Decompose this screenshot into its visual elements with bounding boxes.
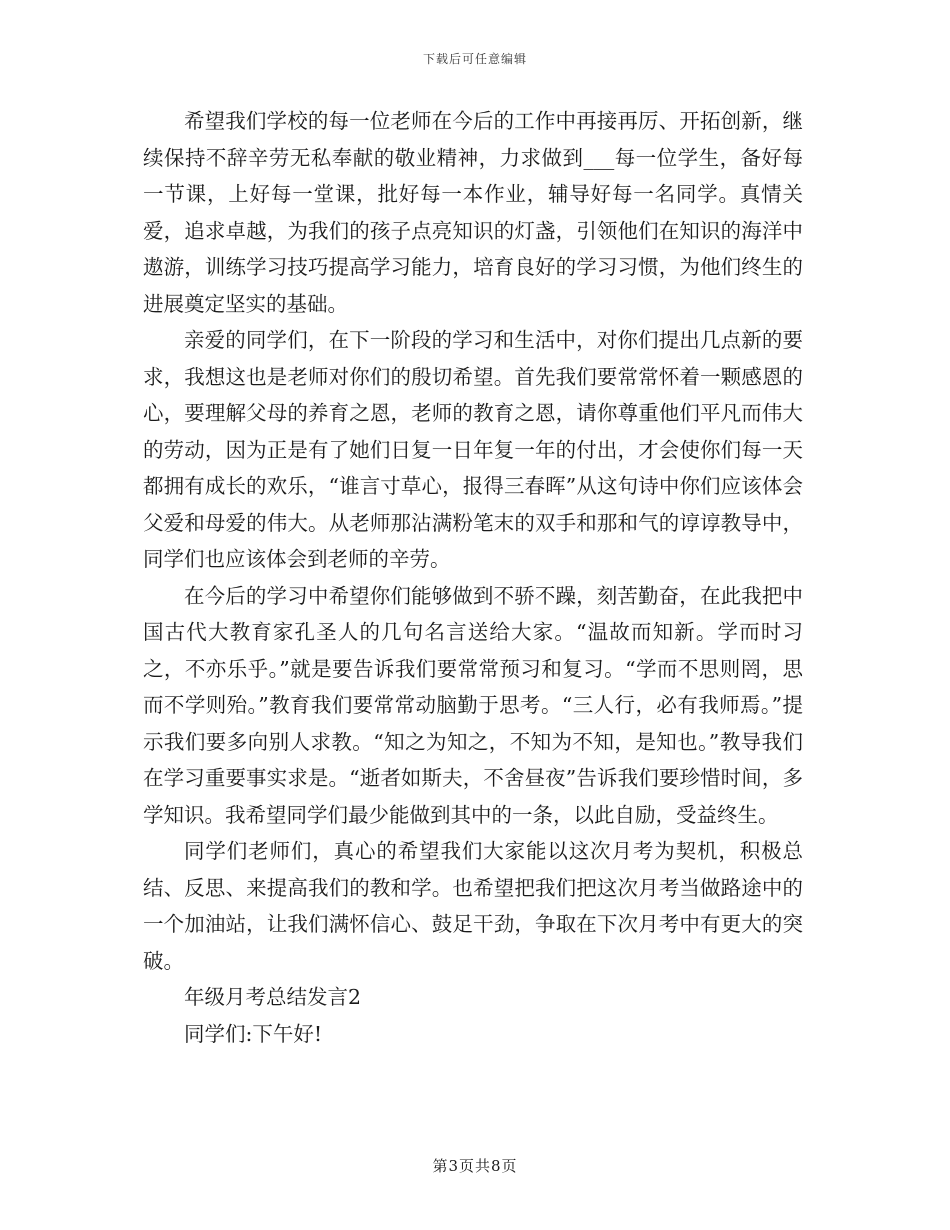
body-paragraph: 同学们老师们，真心的希望我们大家能以这次月考为契机，积极总结、反思、来提高我们的教和学。也希望把我们把这次月考当做路途中的一个加油站，让我们满怀信心、鼓足干劲，争取在下次月考中有更大的突破。 bbox=[143, 839, 803, 973]
greeting-line: 同学们:下午好! bbox=[184, 1021, 323, 1046]
document-body bbox=[143, 103, 803, 1052]
body-paragraph: 希望我们学校的每一位老师在今后的工作中再接再厉、开拓创新，继续保持不辞辛劳无私奉献的敬业精神，力求做到___每一位学生，备好每一节课，上好每一堂课，批好每一本作业，辅导好每一名同学。真情关爱，追求卓越，为我们的孩子点亮知识的灯盏，引领他们在知识的海洋中遨游，训练学习技巧提高学习能力，培育良好的学习习惯，为他们终生的进展奠定坚实的基础。 bbox=[143, 109, 803, 316]
page-number: 第3页共8页 bbox=[432, 1157, 518, 1175]
section-heading: 年级月考总结发言2 bbox=[184, 985, 362, 1009]
body-paragraph: 亲爱的同学们，在下一阶段的学习和生活中，对你们提出几点新的要求，我想这也是老师对你们的殷切希望。首先我们要常常怀着一颗感恩的心，要理解父母的养育之恩，老师的教育之恩，请你尊重他们平凡而伟大的劳动，因为正是有了她们日复一日年复一年的付出，才会使你们每一天都拥有成长的欢乐，“谁言寸草心，报得三春晖”从这句诗中你们应该体会父爱和母爱的伟大。从老师那沾满粉笔末的双手和那和气的谆谆教导中，同学们也应该体会到老师的辛劳。 bbox=[143, 328, 803, 571]
body-paragraph: 在今后的学习中希望你们能够做到不骄不躁，刻苦勤奋，在此我把中国古代大教育家孔圣人的几句名言送给大家。“温故而知新。学而时习之，不亦乐乎。”就是要告诉我们要常常预习和复习。“学而不思则罔，思而不学则殆。”教育我们要常常动脑勤于思考。“三人行，必有我师焉。”提示我们要多向别人求教。“知之为知之，不知为不知，是知也。”教导我们在学习重要事实求是。“逝者如斯夫，不舍昼夜”告诉我们要珍惜时间，多学知识。我希望同学们最少能做到其中的一条，以此自励，受益终生。 bbox=[143, 583, 803, 827]
page-header: 下载后可任意编辑 bbox=[422, 52, 527, 66]
